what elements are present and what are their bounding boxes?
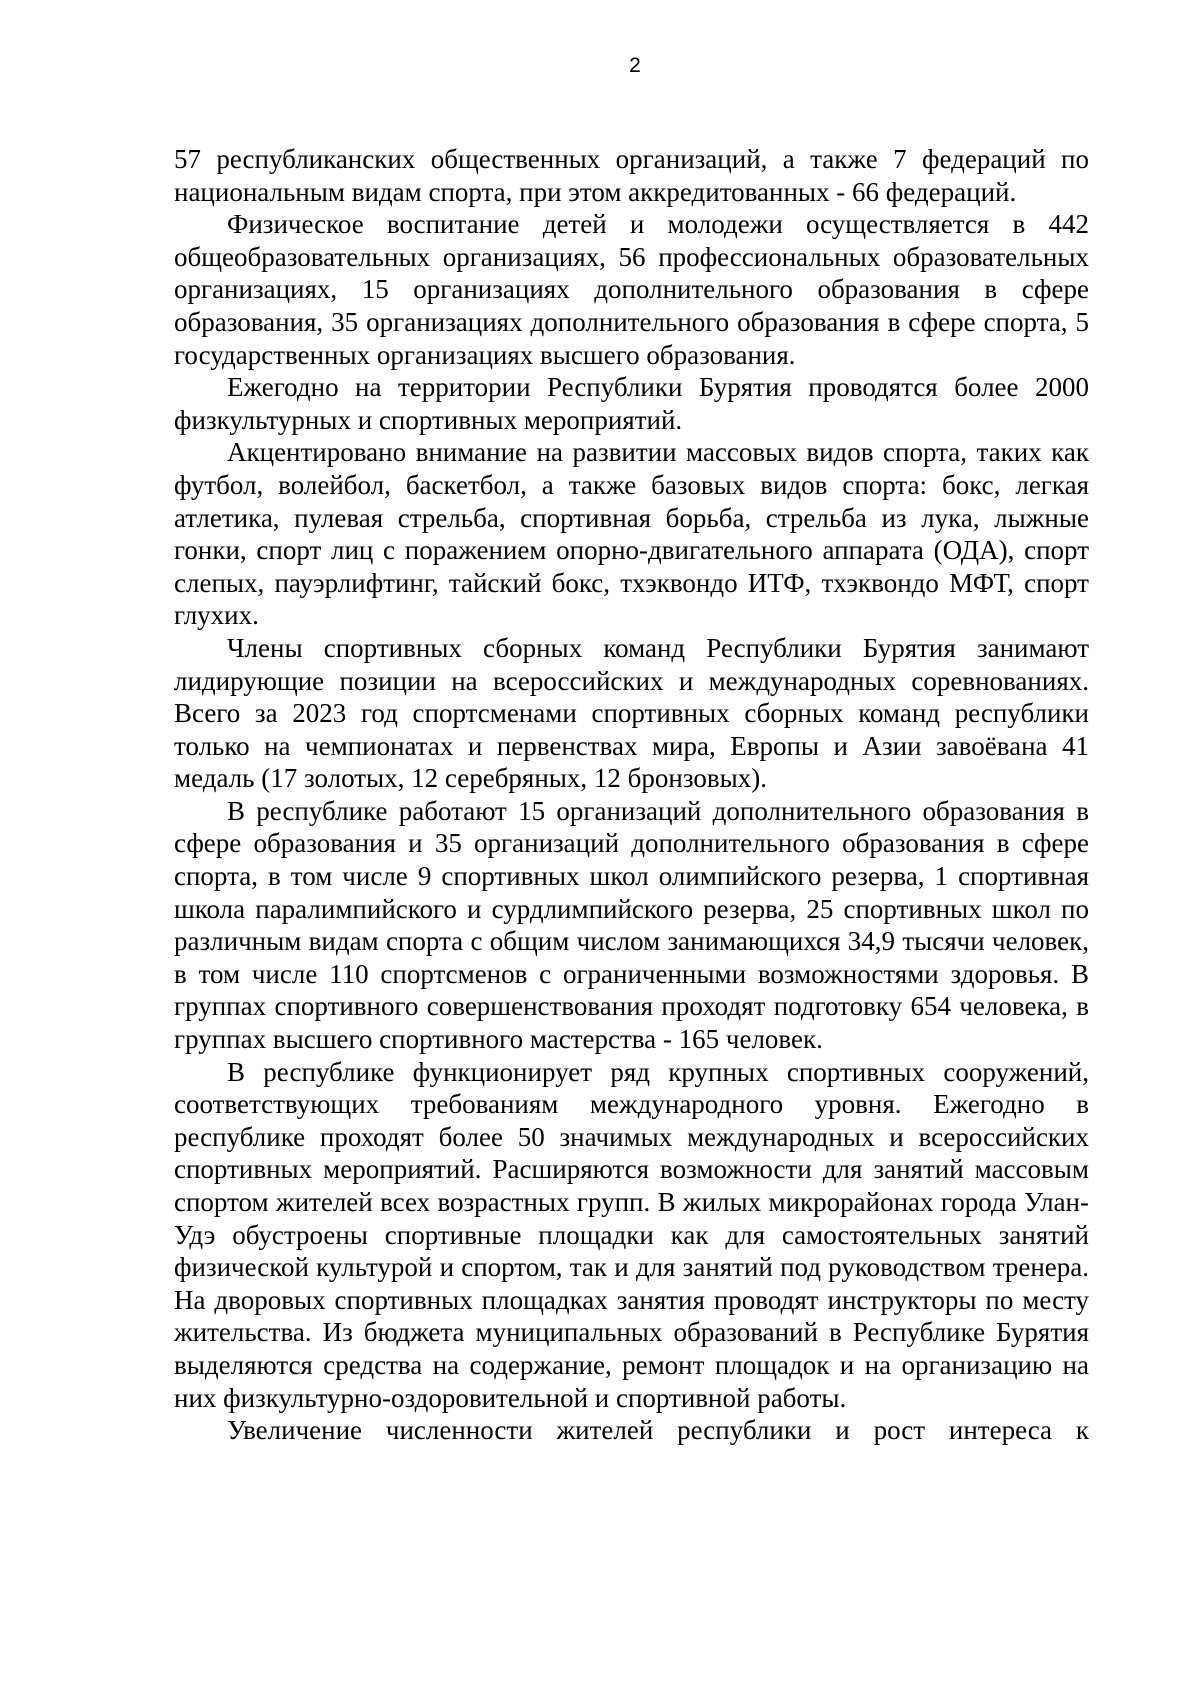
paragraph-sports-facilities: В республике функционирует ряд крупных спортивных сооружений, соответствующих требованиям международного уровня. Ежегодно в республике проходят более 50 значимых международных и всероссийских спортивных мероприятий. Расширяются возможности для занятий массовым спортом жителей всех возрастных групп. В жилых микрорайонах города Улан-Удэ обустроены спортивные площадки как для самостоятельных занятий физической культурой и спортом, так и для занятий под руководством тренера. На дворовых спортивных площадках занятия проводят инструкторы по месту жительства. Из бюджета муниципальных образований в Республике Бурятия выделяются средства на содержание, ремонт площадок и на организацию на них физкультурно-оздоровительной и спортивной работы.: [174, 1056, 1089, 1413]
paragraph-continuation: 57 республиканских общественных организаций, а также 7 федераций по национальным видам спорта, при этом аккредитованных - 66 федераций.: [174, 144, 1089, 207]
paragraph-annual-events: Ежегодно на территории Республики Бурятия проводятся более 2000 физкультурных и спортивных мероприятий.: [174, 372, 1089, 435]
paragraph-national-teams: Члены спортивных сборных команд Республики Бурятия занимают лидирующие позиции на всероссийских и международных соревнованиях. Всего за 2023 год спортсменами спортивных сборных команд республики только на чемпионатах и первенствах мира, Европы и Азии завоёвана 41 медаль (17 золотых, 12 серебряных, 12 бронзовых).: [174, 632, 1089, 794]
paragraph-sports-types: Акцентировано внимание на развитии массовых видов спорта, таких как футбол, волейбол, баскетбол, а также базовых видов спорта: бокс, легкая атлетика, пулевая стрельба, спортивная борьба, стрельба из лука, лыжные гонки, спорт лиц с поражением опорно-двигательного аппарата (ОДА), спорт слепых, пауэрлифтинг, тайский бокс, тхэквондо ИТФ, тхэквондо МФТ, спорт глухих.: [174, 437, 1089, 631]
document-body: [174, 143, 1089, 1447]
paragraph-final: Увеличение численности жителей республики и рост интереса к: [227, 1415, 1089, 1446]
page-number: 2: [629, 54, 641, 77]
paragraph-physical-education: Физическое воспитание детей и молодежи осуществляется в 442 общеобразовательных организациях, 56 профессиональных образовательных организациях, 15 организациях дополнительного образования в сфере образования, 35 организациях дополнительного образования в сфере спорта, 5 государственных организациях высшего образования.: [174, 209, 1089, 370]
paragraph-sports-schools: В республике работают 15 организаций дополнительного образования в сфере образования и 35 организаций дополнительного образования в сфере спорта, в том числе 9 спортивных школ олимпийского резерва, 1 спортивная школа паралимпийского и сурдлимпийского резерва, 25 спортивных школ по различным видам спорта с общим числом занимающихся 34,9 тысячи человек, в том числе 110 спортсменов с ограниченными возможностями здоровья. В группах спортивного совершенствования проходят подготовку 654 человека, в группах высшего спортивного мастерства - 165 человек.: [174, 795, 1089, 1055]
